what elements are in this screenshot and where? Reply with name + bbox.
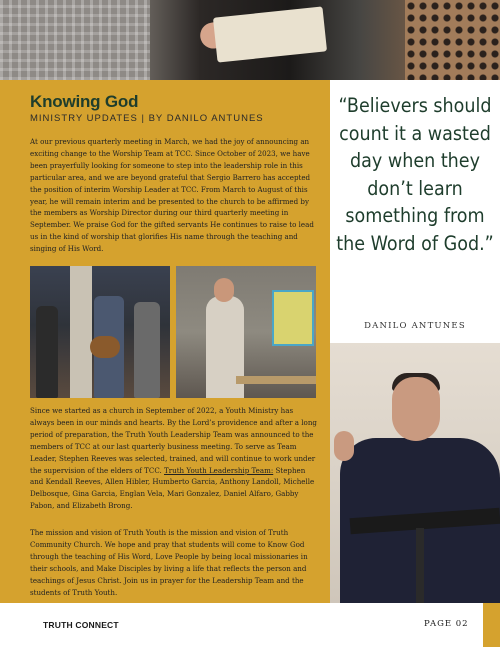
pastor-head [392,377,440,441]
footer-accent-bar [483,603,500,647]
speaker-classroom-photo [176,266,316,398]
article-paragraph-1: At our previous quarterly meeting in March, we had the joy of announcing an exciting change to the Worship Team at TCC. Since October of 2023, we have been prayerfully looking for someone to step into the leadership role in this particular area, and we are beyond grateful that Sergio Barrero has accepted the position of interim Worship Leader at TCC. From March to August of this year, he will remain interim and be presented to the church to be affirmed by the members as Worship Director during our third quarterly meeting in September. We praise God for the gifted servants He continues to raise to lead us in the kind of worship that glorifies His name through the teaching and singing of His Word. [30,137,314,254]
guitar-shape [90,336,120,358]
speaker-head [214,278,234,302]
open-bible-shape [213,6,327,62]
quote-author: DANILO ANTUNES [364,321,466,331]
page-number: PAGE 02 [424,619,469,629]
paragraph-2-text: Since we started as a church in September of 2022, a Youth Ministry has always been in our minds and hearts. By the Lord’s providence and after a long period of preparation, the Truth Youth Leadership Team was announced to the members of TCC at our last quarterly business meeting. To serve as Team Leader, Stephen Reeves was selected, trained, and will continue to work under the supervision of the elders of TCC. [30,406,317,475]
plaid-shirt-shape [0,0,150,80]
paragraph-2-names: Stephen and Kendall Reeves, Allen Hibler, Humberto Garcia, Anthony Landoll, Michelle Delbosque, Gina Garcia, Englan Vela, Mari Gonzalez, Daniel Alfaro, Gabby Pabon, and Elizabeth Brong. [30,465,315,511]
leadership-team-link[interactable]: Truth Youth Leadership Team: [164,465,274,475]
poster-board-shape [272,290,314,346]
photo-wall-column [70,266,92,398]
table-shape [236,376,316,384]
publication-name: TRUTH CONNECT [43,620,119,630]
worship-band-photo [30,266,170,398]
patterned-clothing-shape [405,0,500,80]
pastor-hand [334,431,354,461]
musician-figure [134,302,160,398]
article-paragraph-2 [30,405,318,512]
pull-quote: “Believers should count it a wasted day when they don’t learn something from the Word of God.” [336,94,494,255]
article-title: Knowing God [30,92,139,111]
article-byline: MINISTRY UPDATES | BY DANILO ANTUNES [30,113,264,124]
header-photo [0,0,500,80]
lectern-stand [416,528,424,603]
pastor-speaking-photo [330,343,500,603]
singer-figure [36,306,58,398]
article-paragraph-3: The mission and vision of Truth Youth is the mission and vision of Truth Community Church. We hope and pray that students will come to Know God through the teaching of His Word, Love People by being local missionaries in their schools, and Make Disciples by living a life that reflects the person and teachings of Jesus Christ. Join us in prayer for the Leadership Team and the students of Truth Youth. [30,528,308,597]
